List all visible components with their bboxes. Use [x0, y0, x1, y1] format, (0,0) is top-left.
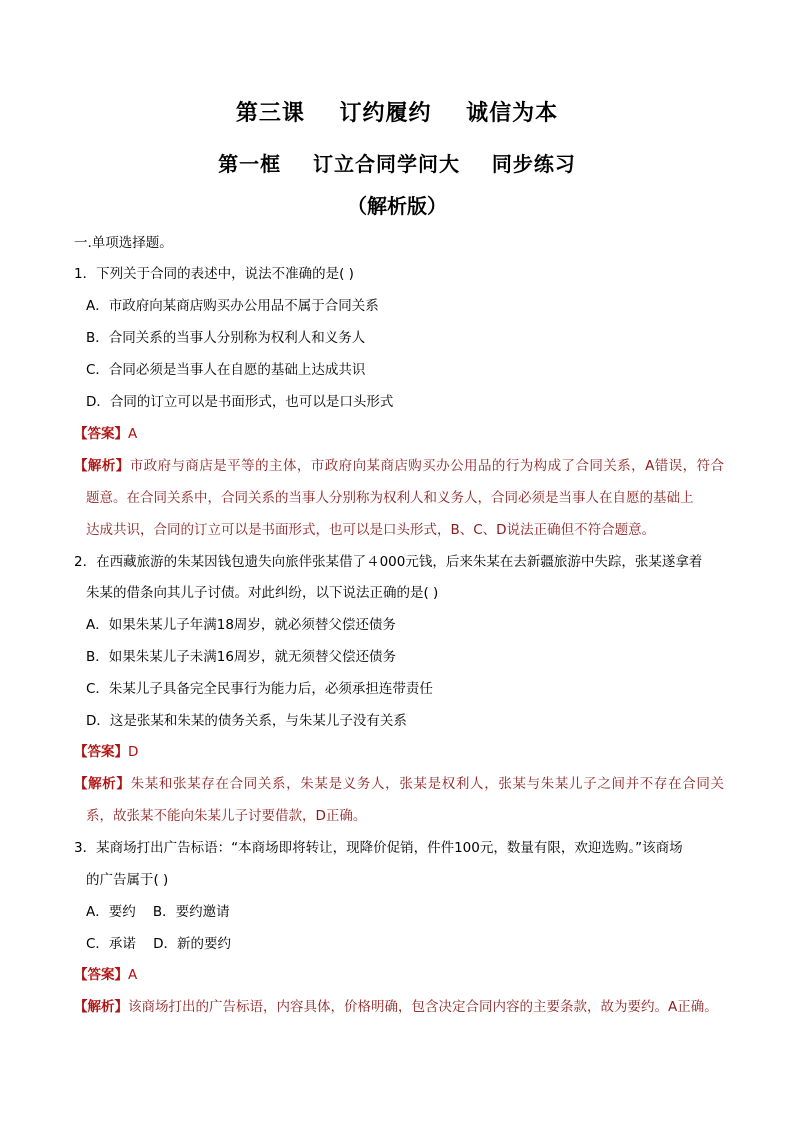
answer-value: D: [128, 744, 139, 760]
analysis-label: 【解析】: [74, 999, 128, 1015]
edition-label: （解析版）: [347, 194, 447, 218]
question-3-options-ab: A．要约 B．要约邀请: [86, 904, 230, 920]
answer-label: 【答案】: [74, 967, 128, 983]
question-1-option-c: C．合同必须是当事人在自愿的基础上达成共识: [86, 362, 366, 378]
analysis-text: 该商场打出的广告标语，内容具体，价格明确，包含决定合同内容的主要条款，故为要约。A正确。: [128, 999, 718, 1015]
question-2-stem-line-1: 2．在西藏旅游的朱某因钱包遗失向旅伴张某借了４000元钱，后来朱某在去新疆旅游中失踪，张某遂拿着: [74, 554, 703, 570]
question-1-analysis-line-2: 题意。在合同关系中，合同关系的当事人分别称为权利人和义务人，合同必须是当事人在自愿的基础上: [86, 490, 694, 506]
question-3-stem-line-1: 3．某商场打出广告标语：“本商场即将转让，现降价促销，件件100元，数量有限，欢迎选购。”该商场: [74, 840, 683, 856]
section-heading: 一.单项选择题。: [74, 235, 173, 251]
document-title: 第三课 订约履约 诚信为本: [235, 100, 559, 126]
answer-label: 【答案】: [74, 426, 128, 442]
document-subtitle: 第一框 订立合同学问大 同步练习: [218, 152, 576, 176]
question-3-answer: [74, 965, 137, 985]
question-2-analysis-line-1: [74, 774, 724, 794]
question-2-analysis-line-2: 系，故张某不能向朱某儿子讨要借款，D正确。: [86, 808, 367, 824]
answer-label: 【答案】: [74, 744, 128, 760]
question-1-option-b: B．合同关系的当事人分别称为权利人和义务人: [86, 330, 366, 346]
answer-value: A: [128, 426, 138, 442]
question-2-option-d: D．这是张某和朱某的债务关系，与朱某儿子没有关系: [86, 713, 407, 729]
answer-value: A: [128, 967, 138, 983]
question-1-stem: 1．下列关于合同的表述中，说法不准确的是( ): [74, 266, 354, 282]
question-2-answer: [74, 742, 138, 762]
question-1-answer: [74, 424, 137, 444]
question-3-analysis-line-1: [74, 997, 718, 1017]
question-2-stem-line-2: 朱某的借条向其儿子讨债。对此纠纷，以下说法正确的是( ): [86, 585, 439, 601]
question-1-analysis-line-3: 达成共识，合同的订立可以是书面形式，也可以是口头形式，B、C、D说法正确但不符合题意。: [86, 522, 656, 538]
question-3-options-cd: C．承诺 D．新的要约: [86, 936, 231, 952]
analysis-text: 朱某和张某存在合同关系，朱某是义务人，张某是权利人，张某与朱某儿子之间并不存在合同关: [130, 776, 724, 792]
analysis-label: 【解析】: [74, 458, 130, 474]
question-2-option-c: C．朱某儿子具备完全民事行为能力后，必须承担连带责任: [86, 681, 433, 697]
question-1-option-d: D．合同的订立可以是书面形式，也可以是口头形式: [86, 394, 394, 410]
question-2-option-b: B．如果朱某儿子未满16周岁，就无须替父偿还债务: [86, 649, 396, 665]
question-3-stem-line-2: 的广告属于( ): [86, 872, 169, 888]
question-1-option-a: A．市政府向某商店购买办公用品不属于合同关系: [86, 298, 379, 314]
question-2-option-a: A．如果朱某儿子年满18周岁，就必须替父偿还债务: [86, 617, 396, 633]
question-1-analysis-line-1: [74, 456, 724, 476]
analysis-label: 【解析】: [74, 776, 131, 792]
analysis-text: 市政府与商店是平等的主体，市政府向某商店购买办公用品的行为构成了合同关系，A错误，符合: [129, 458, 724, 474]
